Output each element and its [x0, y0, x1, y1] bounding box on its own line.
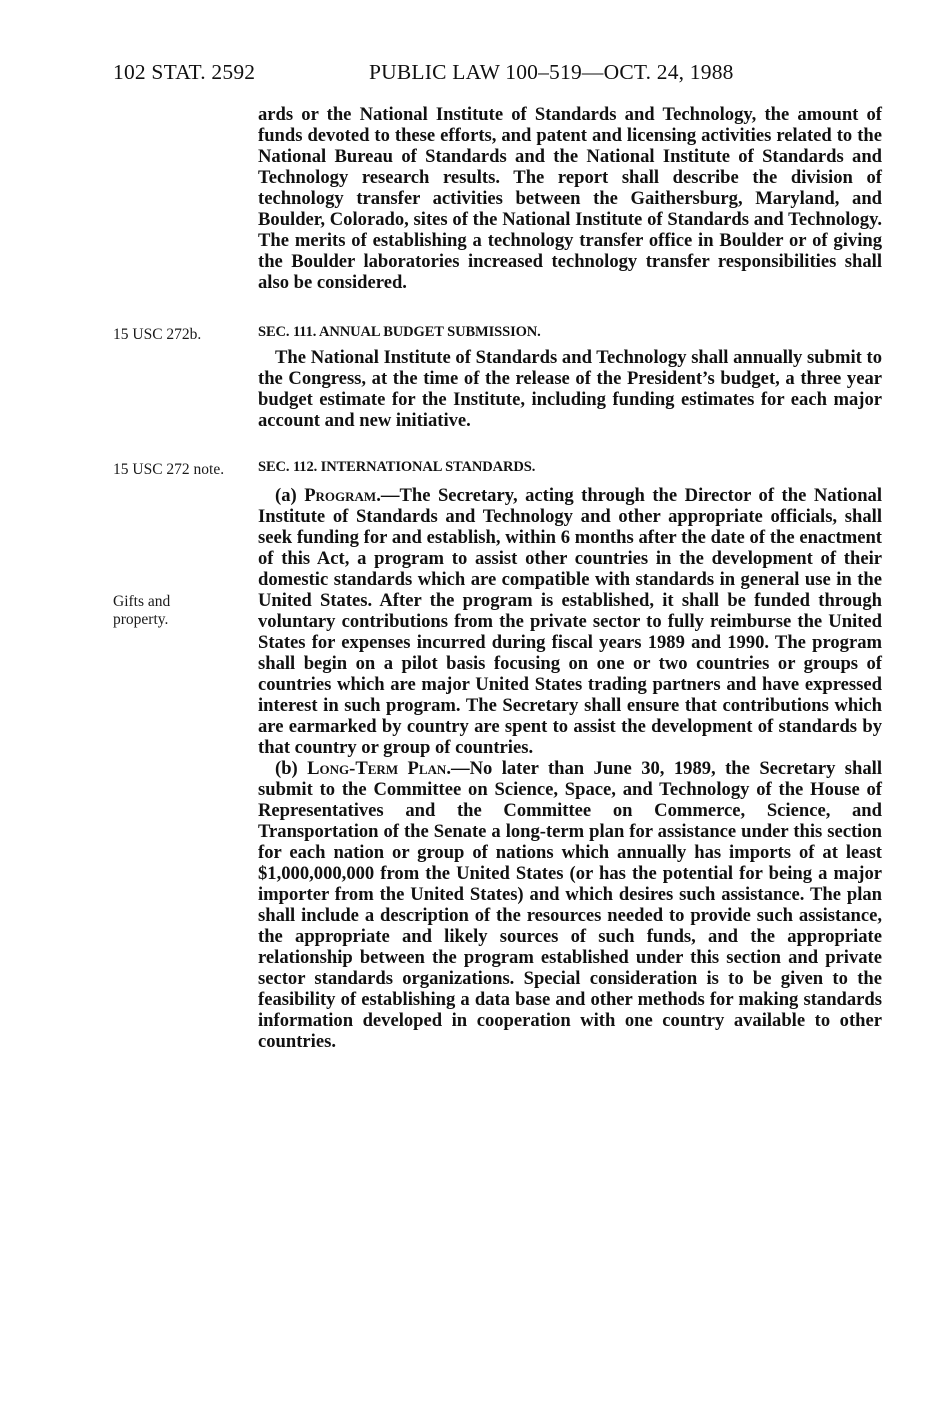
- margin-note-gifts-line2: property.: [113, 611, 169, 628]
- sec112-subsection-a: [258, 485, 882, 758]
- margin-note-sec112: 15 USC 272 note.: [113, 461, 225, 478]
- sec112-subsection-b: [258, 758, 882, 1052]
- public-law-citation: PUBLIC LAW 100–519—OCT. 24, 1988: [369, 60, 734, 84]
- sec111-body: [258, 347, 882, 431]
- stat-page-number: 102 STAT. 2592: [113, 60, 256, 84]
- subsection-a-title: Program.: [304, 485, 381, 506]
- subsection-a-text: —The Secretary, acting through the Director of the National Institute of Standards and Technology and other appropriate officials, shall seek funding for and establish, within 6 months after the date of the enactment of this Act, a program to assist other countries in the development of their domestic standards which are compatible with standards in general use in the United States. After the program is established, it shall be funded through voluntary contributions from the private sector to fully reimburse the United States for expenses incurred during fiscal years 1989 and 1990. The program shall begin on a pilot basis focusing on one or two countries or groups of countries which are major United States trading partners and have expressed interest in such program. The Secretary shall ensure that contributions which are earmarked by country are spent to assist the development of standards by that country or group of countries.: [258, 485, 882, 758]
- sec112-heading: SEC. 112. INTERNATIONAL STANDARDS.: [258, 459, 536, 475]
- sec111-heading: SEC. 111. ANNUAL BUDGET SUBMISSION.: [258, 324, 541, 340]
- subsection-b-label: (b): [275, 758, 308, 779]
- subsection-a-label: (a): [275, 485, 305, 506]
- continued-paragraph-block: [258, 104, 882, 293]
- page-header: [113, 60, 883, 90]
- margin-note-gifts: [113, 593, 170, 629]
- subsection-b-title: Long-Term Plan.: [307, 758, 451, 779]
- margin-note-gifts-line1: Gifts and: [113, 593, 171, 610]
- subsection-b-text: —No later than June 30, 1989, the Secretary shall submit to the Committee on Science, Space, and Technology of the House of Representatives and the Committee on Commerce, Science, and Transportation of the Senate a long-term plan for assistance under this section for each nation or group of nations which annually has imports of at least $1,000,000,000 from the United States (or has the potential for being a major importer from the United States) and which desires such assistance. The plan shall include a description of the resources needed to provide such assistance, the appropriate and likely sources of such funds, and the appropriate relationship between the program established under this section and private sector standards organizations. Special consideration is to be given to the feasibility of establishing a data base and other methods for making standards information developed in cooperation with one country available to other countries.: [258, 758, 883, 1052]
- continued-paragraph: ards or the National Institute of Standards and Technology, the amount of funds devoted to these efforts, and patent and licensing activities related to the National Bureau of Standards and the National Institute of Standards and Technology research results. The report shall describe the division of technology transfer activities between the Gaithersburg, Maryland, and Boulder, Colorado, sites of the National Institute of Standards and Technology. The merits of establishing a technology transfer office in Boulder or of giving the Boulder laboratories increased technology transfer responsibilities shall also be considered.: [258, 104, 882, 293]
- margin-note-sec111: 15 USC 272b.: [113, 326, 202, 343]
- sec111-text: The National Institute of Standards and Technology shall annually submit to the Congress, at the time of the release of the President’s budget, a three year budget estimate for the Institute, including funding estimates for each major account and new initiative.: [258, 347, 882, 431]
- sec112-body: [258, 485, 882, 1052]
